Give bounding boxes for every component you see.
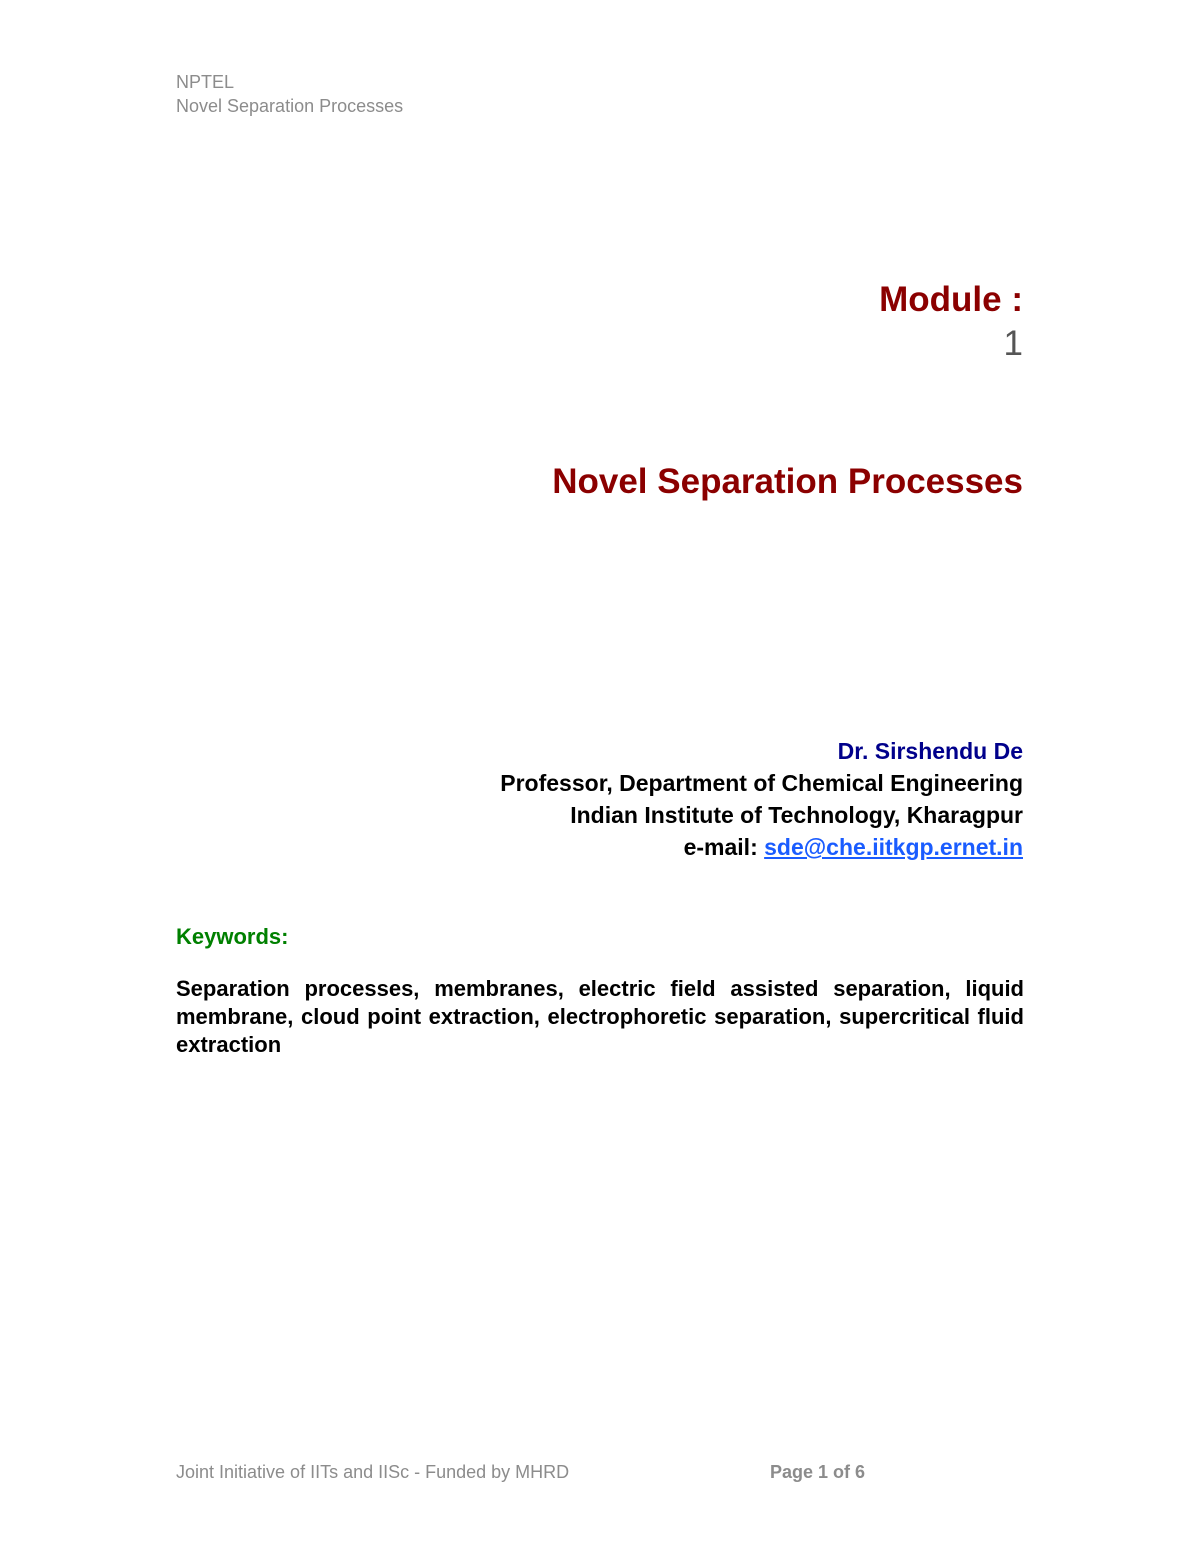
header-course: Novel Separation Processes	[176, 96, 404, 116]
keywords-text: Separation processes, membranes, electric field assisted separation, liquid membrane, cloud point extraction, electrophoretic separation, supercritical fluid extraction	[176, 976, 1024, 1057]
module-label: Module :	[879, 280, 1023, 319]
course-title: Novel Separation Processes	[552, 462, 1023, 501]
module-heading	[879, 278, 1023, 366]
author-institute: Indian Institute of Technology, Kharagpur	[570, 802, 1023, 828]
header-org: NPTEL	[176, 72, 235, 92]
page-number: Page 1 of 6	[770, 1462, 866, 1482]
keywords-heading: Keywords:	[176, 924, 289, 949]
footer-funding: Joint Initiative of IITs and IISc - Funded by MHRD	[176, 1462, 570, 1482]
author-email-line	[500, 831, 1023, 863]
running-header	[176, 70, 403, 118]
email-label: e-mail:	[683, 834, 758, 860]
module-number: 1	[1003, 324, 1023, 363]
author-position: Professor, Department of Chemical Engineering	[500, 770, 1023, 796]
email-link[interactable]: sde@che.iitkgp.ernet.in	[764, 834, 1023, 860]
author-name: Dr. Sirshendu De	[837, 738, 1023, 764]
author-info	[500, 735, 1023, 863]
